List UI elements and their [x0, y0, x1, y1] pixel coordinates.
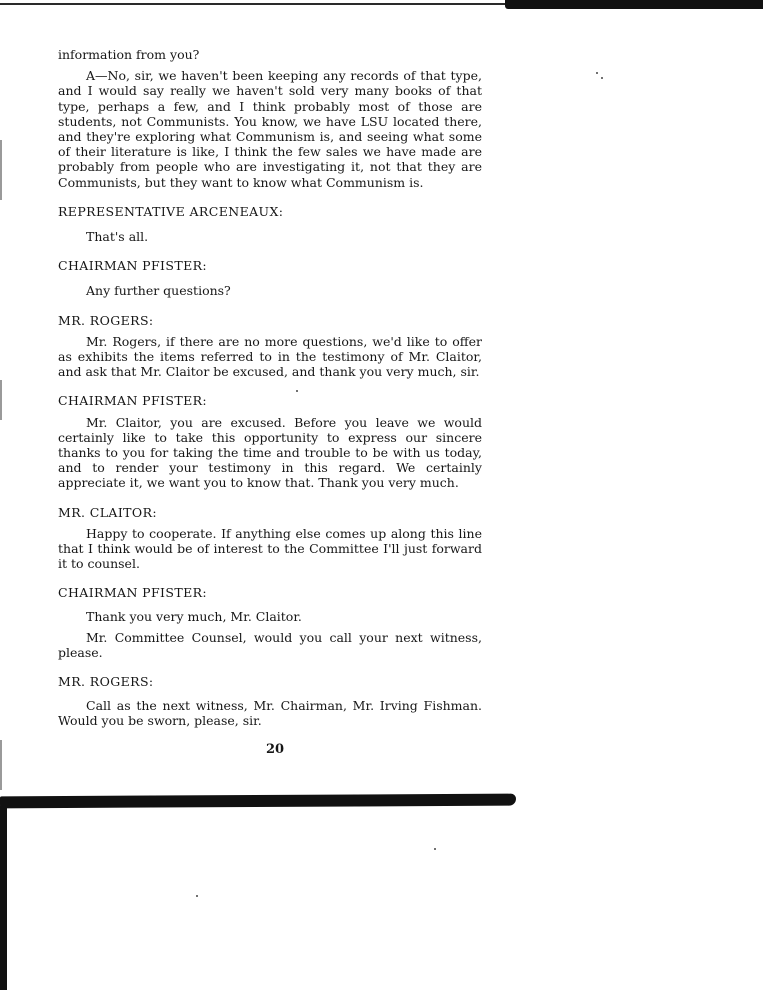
speaker-label: MR. CLAITOR:	[58, 504, 157, 520]
scan-top-line	[0, 3, 520, 5]
scan-left-edge	[0, 806, 7, 990]
testimony-paragraph: information from you?	[58, 47, 200, 62]
speaker-label: CHAIRMAN PFISTER:	[58, 258, 208, 274]
speaker-label: CHAIRMAN PFISTER:	[58, 585, 208, 601]
scan-left-mark	[0, 740, 2, 790]
speaker-label: MR. ROGERS:	[58, 674, 154, 690]
testimony-paragraph: That's all.	[86, 229, 149, 245]
scan-top-border	[0, 0, 763, 9]
scan-left-mark	[0, 380, 2, 420]
scan-bottom-rule	[0, 794, 516, 809]
scan-speck	[196, 895, 198, 897]
testimony-paragraph: Call as the next witness, Mr. Chairman, Mr. Irving Fishman. Would you be sworn, please, sir.	[58, 697, 482, 728]
testimony-paragraph: Mr. Claitor, you are excused. Before you leave we would certainly like to take this opportunity to express our sincere thanks to you for taking the time and trouble to be with us today, and to render your testimony in this regard. We certainly appreciate it, we want you to know that. Thank you very much.	[58, 414, 482, 491]
scan-speck	[434, 848, 436, 850]
speaker-label: REPRESENTATIVE ARCENEAUX:	[58, 203, 284, 219]
page-number: 20	[266, 742, 285, 757]
testimony-paragraph: Mr. Committee Counsel, would you call your next witness, please.	[58, 629, 482, 661]
speaker-label: MR. ROGERS:	[58, 312, 154, 328]
scan-left-mark	[0, 140, 2, 200]
testimony-paragraph: Any further questions?	[86, 283, 231, 299]
scan-speck	[601, 77, 603, 79]
testimony-paragraph: Happy to cooperate. If anything else comes up along this line that I think would be of interest to the Committee I'll just forward it to counsel.	[58, 525, 482, 572]
scan-speck	[596, 72, 598, 74]
speaker-label: CHAIRMAN PFISTER:	[58, 393, 208, 409]
testimony-paragraph: Thank you very much, Mr. Claitor.	[86, 608, 302, 624]
transcript-body	[58, 44, 482, 728]
testimony-paragraph: A—No, sir, we haven't been keeping any records of that type, and I would say really we haven't sold very many books of that type, perhaps a few, and I think probably most of those are students, not Communists. You know, we have LSU located there, and they're exploring what Communism is, and seeing what some of their literature is like, I think the few sales we have made are probably from people who are investigating it, not that they are Communists, but they want to know what Communism is.	[58, 68, 482, 190]
scan-top-bar	[505, 0, 763, 9]
testimony-paragraph: Mr. Rogers, if there are no more questions, we'd like to offer as exhibits the items referred to in the testimony of Mr. Claitor, and ask that Mr. Claitor be excused, and thank you very much, sir.	[58, 333, 482, 380]
